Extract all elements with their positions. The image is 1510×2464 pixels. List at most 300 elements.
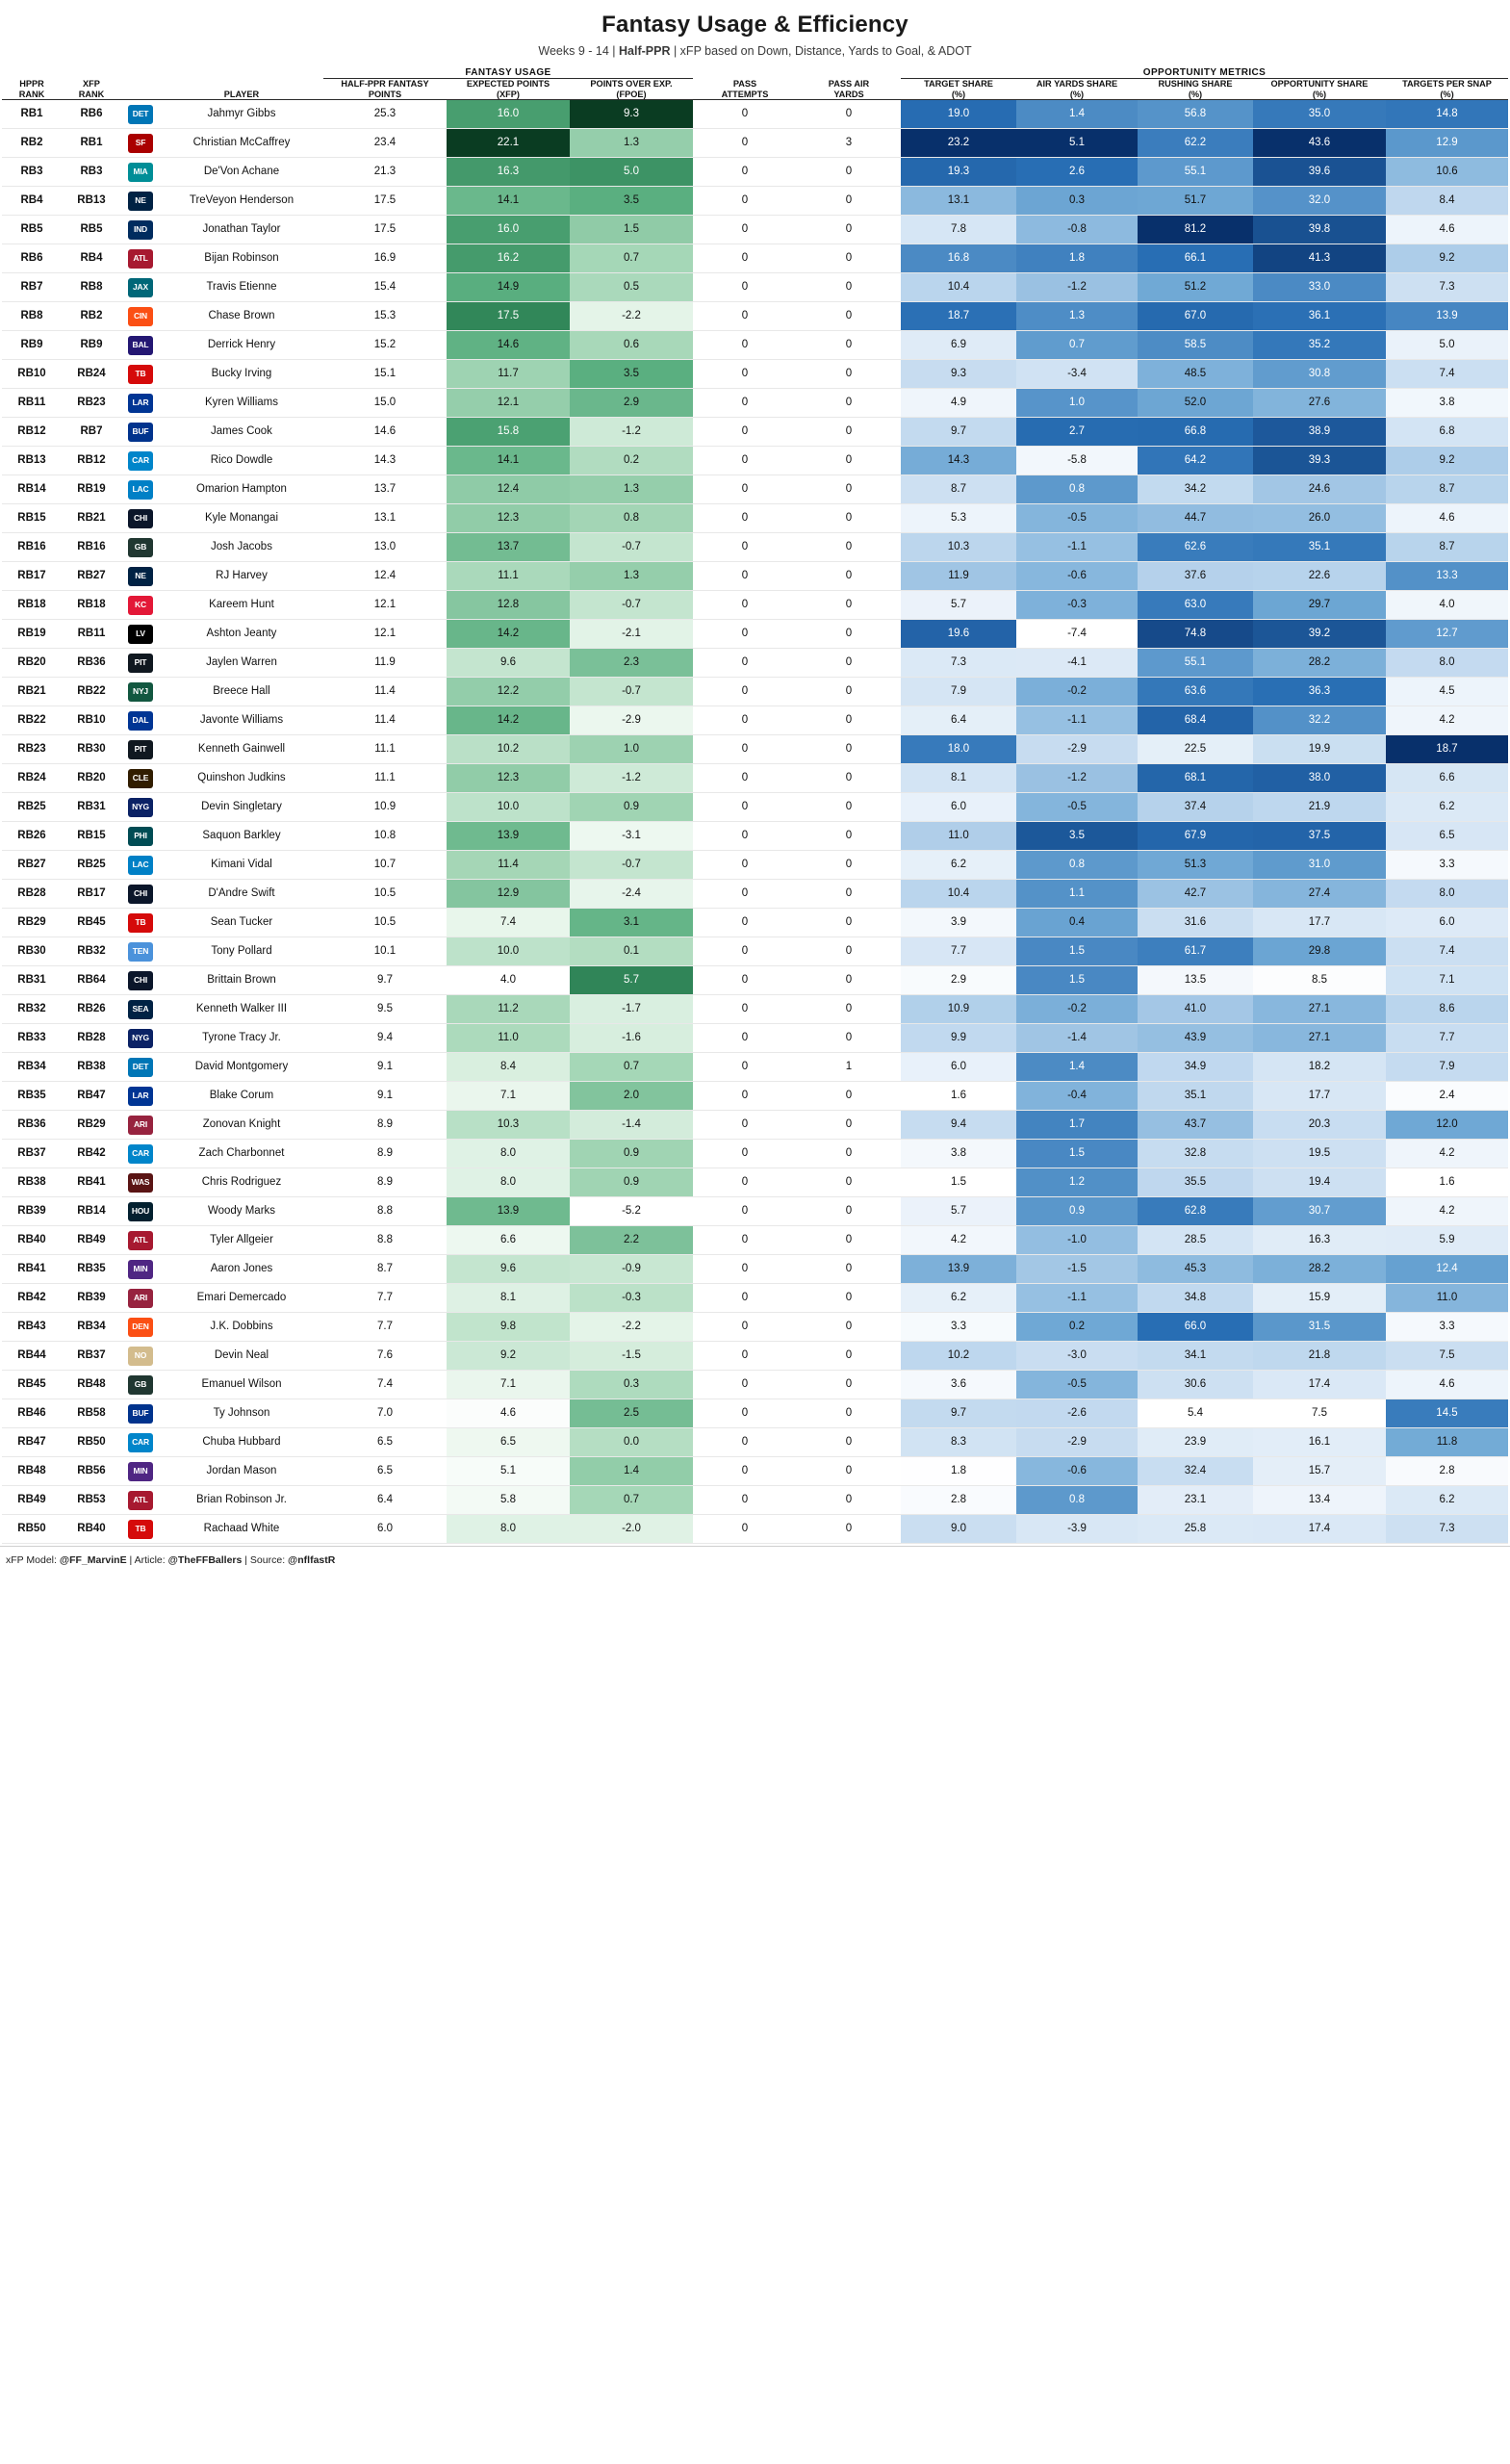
cell-player-name: Bijan Robinson	[160, 244, 323, 273]
cell-air-yards-share: 1.4	[1016, 1053, 1138, 1082]
cell-pass-attempts: 0	[693, 1053, 797, 1082]
cell-half-ppr-points: 11.1	[323, 735, 447, 764]
cell-xfp-rank: RB28	[62, 1024, 121, 1053]
table-row	[2, 1197, 1508, 1226]
cell-player-name: Kimani Vidal	[160, 851, 323, 880]
cell-pass-air-yards: 0	[797, 793, 901, 822]
cell-rushing-share: 66.8	[1138, 418, 1253, 447]
group-blank-2	[693, 67, 901, 79]
cell-air-yards-share: 1.4	[1016, 100, 1138, 129]
cell-xfp-rank: RB35	[62, 1255, 121, 1284]
cell-fpoe: -0.7	[570, 591, 693, 620]
cell-air-yards-share: -1.1	[1016, 533, 1138, 562]
cell-target-share: 19.6	[901, 620, 1016, 649]
cell-half-ppr-points: 21.3	[323, 158, 447, 187]
team-logo-icon: ATL	[121, 244, 160, 273]
cell-player-name: TreVeyon Henderson	[160, 187, 323, 216]
cell-air-yards-share: 0.2	[1016, 1313, 1138, 1342]
footer-source-handle: @nflfastR	[288, 1554, 336, 1567]
cell-target-share: 7.3	[901, 649, 1016, 678]
cell-hppr-rank: RB43	[2, 1313, 62, 1342]
cell-half-ppr-points: 10.9	[323, 793, 447, 822]
cell-opportunity-share: 39.2	[1253, 620, 1386, 649]
cell-opportunity-share: 37.5	[1253, 822, 1386, 851]
cell-targets-per-snap: 5.9	[1386, 1226, 1508, 1255]
cell-opportunity-share: 36.1	[1253, 302, 1386, 331]
cell-half-ppr-points: 8.9	[323, 1111, 447, 1140]
cell-half-ppr-points: 10.5	[323, 880, 447, 909]
cell-pass-air-yards: 0	[797, 273, 901, 302]
cell-opportunity-share: 16.3	[1253, 1226, 1386, 1255]
team-logo-icon: KC	[121, 591, 160, 620]
cell-fpoe: -2.2	[570, 302, 693, 331]
cell-air-yards-share: 3.5	[1016, 822, 1138, 851]
cell-player-name: Jonathan Taylor	[160, 216, 323, 244]
cell-pass-attempts: 0	[693, 216, 797, 244]
cell-targets-per-snap: 12.4	[1386, 1255, 1508, 1284]
cell-targets-per-snap: 7.5	[1386, 1342, 1508, 1371]
cell-player-name: David Montgomery	[160, 1053, 323, 1082]
cell-rushing-share: 34.9	[1138, 1053, 1253, 1082]
cell-pass-attempts: 0	[693, 1399, 797, 1428]
cell-fpoe: 2.5	[570, 1399, 693, 1428]
cell-fpoe: 0.7	[570, 244, 693, 273]
cell-pass-air-yards: 0	[797, 909, 901, 937]
cell-fpoe: 3.5	[570, 360, 693, 389]
cell-pass-air-yards: 3	[797, 129, 901, 158]
cell-xfp-rank: RB3	[62, 158, 121, 187]
table-row	[2, 851, 1508, 880]
team-logo-icon: CHI	[121, 504, 160, 533]
cell-pass-attempts: 0	[693, 533, 797, 562]
team-logo-icon: IND	[121, 216, 160, 244]
cell-xfp: 12.8	[447, 591, 570, 620]
cell-half-ppr-points: 10.7	[323, 851, 447, 880]
cell-hppr-rank: RB33	[2, 1024, 62, 1053]
cell-player-name: Kareem Hunt	[160, 591, 323, 620]
cell-pass-air-yards: 0	[797, 620, 901, 649]
cell-rushing-share: 34.1	[1138, 1342, 1253, 1371]
cell-pass-attempts: 0	[693, 995, 797, 1024]
subtitle-part-2: | xFP based on Down, Distance, Yards to Goal, & ADOT	[670, 44, 972, 58]
cell-opportunity-share: 8.5	[1253, 966, 1386, 995]
cell-rushing-share: 55.1	[1138, 158, 1253, 187]
cell-fpoe: -0.7	[570, 678, 693, 706]
cell-target-share: 6.9	[901, 331, 1016, 360]
cell-targets-per-snap: 4.5	[1386, 678, 1508, 706]
cell-fpoe: 0.9	[570, 793, 693, 822]
cell-opportunity-share: 27.1	[1253, 995, 1386, 1024]
cell-opportunity-share: 20.3	[1253, 1111, 1386, 1140]
cell-air-yards-share: 0.4	[1016, 909, 1138, 937]
cell-targets-per-snap: 3.3	[1386, 851, 1508, 880]
cell-xfp: 4.6	[447, 1399, 570, 1428]
cell-hppr-rank: RB19	[2, 620, 62, 649]
table-row	[2, 880, 1508, 909]
cell-targets-per-snap: 8.0	[1386, 880, 1508, 909]
cell-pass-air-yards: 0	[797, 504, 901, 533]
cell-half-ppr-points: 9.7	[323, 966, 447, 995]
cell-targets-per-snap: 9.2	[1386, 244, 1508, 273]
cell-player-name: Jordan Mason	[160, 1457, 323, 1486]
cell-fpoe: 0.9	[570, 1140, 693, 1168]
cell-targets-per-snap: 6.5	[1386, 822, 1508, 851]
cell-xfp-rank: RB64	[62, 966, 121, 995]
cell-fpoe: 1.3	[570, 562, 693, 591]
cell-xfp: 16.0	[447, 100, 570, 129]
cell-hppr-rank: RB1	[2, 100, 62, 129]
cell-pass-attempts: 0	[693, 1226, 797, 1255]
cell-pass-attempts: 0	[693, 851, 797, 880]
cell-targets-per-snap: 8.4	[1386, 187, 1508, 216]
cell-fpoe: 0.3	[570, 1371, 693, 1399]
cell-fpoe: -2.0	[570, 1515, 693, 1544]
cell-opportunity-share: 29.7	[1253, 591, 1386, 620]
cell-half-ppr-points: 11.4	[323, 706, 447, 735]
team-logo-icon: CLE	[121, 764, 160, 793]
cell-hppr-rank: RB23	[2, 735, 62, 764]
cell-xfp-rank: RB23	[62, 389, 121, 418]
cell-rushing-share: 23.9	[1138, 1428, 1253, 1457]
cell-half-ppr-points: 10.8	[323, 822, 447, 851]
cell-pass-attempts: 0	[693, 1024, 797, 1053]
cell-targets-per-snap: 7.3	[1386, 1515, 1508, 1544]
cell-targets-per-snap: 12.9	[1386, 129, 1508, 158]
cell-xfp-rank: RB19	[62, 475, 121, 504]
cell-target-share: 3.3	[901, 1313, 1016, 1342]
cell-air-yards-share: 1.7	[1016, 1111, 1138, 1140]
cell-fpoe: 1.0	[570, 735, 693, 764]
cell-target-share: 9.3	[901, 360, 1016, 389]
cell-air-yards-share: -0.2	[1016, 678, 1138, 706]
table-row	[2, 995, 1508, 1024]
cell-pass-air-yards: 0	[797, 591, 901, 620]
cell-fpoe: 5.0	[570, 158, 693, 187]
cell-xfp: 7.4	[447, 909, 570, 937]
cell-xfp: 8.4	[447, 1053, 570, 1082]
team-logo-icon: TB	[121, 1515, 160, 1544]
col-rushing-share: RUSHING SHARE (%)	[1138, 79, 1253, 100]
cell-pass-air-yards: 0	[797, 158, 901, 187]
team-logo-icon: JAX	[121, 273, 160, 302]
cell-hppr-rank: RB41	[2, 1255, 62, 1284]
cell-xfp-rank: RB40	[62, 1515, 121, 1544]
cell-target-share: 11.0	[901, 822, 1016, 851]
cell-opportunity-share: 17.4	[1253, 1371, 1386, 1399]
cell-xfp-rank: RB53	[62, 1486, 121, 1515]
cell-half-ppr-points: 9.5	[323, 995, 447, 1024]
cell-xfp-rank: RB50	[62, 1428, 121, 1457]
cell-opportunity-share: 24.6	[1253, 475, 1386, 504]
team-logo-icon: LAR	[121, 389, 160, 418]
cell-hppr-rank: RB16	[2, 533, 62, 562]
cell-half-ppr-points: 15.2	[323, 331, 447, 360]
table-row	[2, 447, 1508, 475]
cell-player-name: Chuba Hubbard	[160, 1428, 323, 1457]
cell-xfp: 9.2	[447, 1342, 570, 1371]
cell-rushing-share: 32.4	[1138, 1457, 1253, 1486]
cell-fpoe: 1.5	[570, 216, 693, 244]
cell-rushing-share: 52.0	[1138, 389, 1253, 418]
cell-target-share: 9.4	[901, 1111, 1016, 1140]
cell-fpoe: 0.7	[570, 1053, 693, 1082]
subtitle-scoring: Half-PPR	[619, 44, 671, 58]
team-logo-icon: TEN	[121, 937, 160, 966]
table-row	[2, 1053, 1508, 1082]
cell-xfp: 12.2	[447, 678, 570, 706]
table-row	[2, 678, 1508, 706]
cell-rushing-share: 31.6	[1138, 909, 1253, 937]
cell-rushing-share: 43.9	[1138, 1024, 1253, 1053]
cell-half-ppr-points: 8.9	[323, 1168, 447, 1197]
cell-half-ppr-points: 7.7	[323, 1284, 447, 1313]
cell-opportunity-share: 21.9	[1253, 793, 1386, 822]
cell-pass-air-yards: 0	[797, 735, 901, 764]
cell-player-name: D'Andre Swift	[160, 880, 323, 909]
cell-pass-air-yards: 0	[797, 1140, 901, 1168]
cell-pass-air-yards: 0	[797, 1082, 901, 1111]
cell-opportunity-share: 35.1	[1253, 533, 1386, 562]
cell-opportunity-share: 17.7	[1253, 909, 1386, 937]
cell-fpoe: 2.3	[570, 649, 693, 678]
cell-fpoe: -2.9	[570, 706, 693, 735]
cell-hppr-rank: RB38	[2, 1168, 62, 1197]
cell-player-name: Aaron Jones	[160, 1255, 323, 1284]
cell-rushing-share: 25.8	[1138, 1515, 1253, 1544]
cell-target-share: 3.8	[901, 1140, 1016, 1168]
cell-target-share: 10.4	[901, 273, 1016, 302]
cell-pass-air-yards: 0	[797, 418, 901, 447]
cell-rushing-share: 68.1	[1138, 764, 1253, 793]
cell-xfp: 16.3	[447, 158, 570, 187]
cell-targets-per-snap: 4.0	[1386, 591, 1508, 620]
cell-opportunity-share: 17.4	[1253, 1515, 1386, 1544]
cell-xfp: 8.0	[447, 1515, 570, 1544]
cell-targets-per-snap: 4.6	[1386, 1371, 1508, 1399]
cell-hppr-rank: RB36	[2, 1111, 62, 1140]
cell-half-ppr-points: 23.4	[323, 129, 447, 158]
cell-pass-air-yards: 0	[797, 1111, 901, 1140]
cell-targets-per-snap: 10.6	[1386, 158, 1508, 187]
cell-player-name: Quinshon Judkins	[160, 764, 323, 793]
table-row	[2, 1226, 1508, 1255]
cell-player-name: Blake Corum	[160, 1082, 323, 1111]
cell-xfp-rank: RB38	[62, 1053, 121, 1082]
table-row	[2, 331, 1508, 360]
footer-credits	[0, 1546, 1510, 1574]
cell-targets-per-snap: 2.8	[1386, 1457, 1508, 1486]
cell-fpoe: 0.2	[570, 447, 693, 475]
cell-target-share: 3.6	[901, 1371, 1016, 1399]
group-header-row	[2, 67, 1508, 79]
cell-half-ppr-points: 7.4	[323, 1371, 447, 1399]
cell-xfp: 11.7	[447, 360, 570, 389]
table-row	[2, 1255, 1508, 1284]
cell-air-yards-share: -1.2	[1016, 764, 1138, 793]
cell-opportunity-share: 13.4	[1253, 1486, 1386, 1515]
cell-player-name: Zonovan Knight	[160, 1111, 323, 1140]
cell-target-share: 2.8	[901, 1486, 1016, 1515]
cell-rushing-share: 30.6	[1138, 1371, 1253, 1399]
cell-xfp-rank: RB11	[62, 620, 121, 649]
team-logo-icon: SF	[121, 129, 160, 158]
cell-hppr-rank: RB44	[2, 1342, 62, 1371]
cell-rushing-share: 34.8	[1138, 1284, 1253, 1313]
cell-pass-attempts: 0	[693, 1111, 797, 1140]
cell-air-yards-share: 0.8	[1016, 851, 1138, 880]
cell-target-share: 1.6	[901, 1082, 1016, 1111]
cell-targets-per-snap: 7.7	[1386, 1024, 1508, 1053]
cell-air-yards-share: 1.8	[1016, 244, 1138, 273]
cell-air-yards-share: -0.2	[1016, 995, 1138, 1024]
cell-player-name: Zach Charbonnet	[160, 1140, 323, 1168]
cell-fpoe: -0.7	[570, 533, 693, 562]
cell-targets-per-snap: 9.2	[1386, 447, 1508, 475]
cell-player-name: Breece Hall	[160, 678, 323, 706]
cell-pass-attempts: 0	[693, 620, 797, 649]
cell-hppr-rank: RB5	[2, 216, 62, 244]
cell-hppr-rank: RB46	[2, 1399, 62, 1428]
cell-opportunity-share: 39.3	[1253, 447, 1386, 475]
cell-player-name: Ashton Jeanty	[160, 620, 323, 649]
team-logo-icon: CAR	[121, 1428, 160, 1457]
cell-opportunity-share: 32.2	[1253, 706, 1386, 735]
cell-air-yards-share: -1.4	[1016, 1024, 1138, 1053]
group-opportunity-metrics: OPPORTUNITY METRICS	[901, 67, 1508, 79]
cell-opportunity-share: 27.6	[1253, 389, 1386, 418]
cell-pass-attempts: 0	[693, 1082, 797, 1111]
cell-fpoe: -1.4	[570, 1111, 693, 1140]
cell-fpoe: -3.1	[570, 822, 693, 851]
table-row	[2, 100, 1508, 129]
cell-pass-attempts: 0	[693, 1140, 797, 1168]
cell-xfp-rank: RB18	[62, 591, 121, 620]
cell-player-name: Omarion Hampton	[160, 475, 323, 504]
table-row	[2, 793, 1508, 822]
cell-half-ppr-points: 9.1	[323, 1082, 447, 1111]
cell-rushing-share: 43.7	[1138, 1111, 1253, 1140]
cell-targets-per-snap: 18.7	[1386, 735, 1508, 764]
cell-pass-air-yards: 0	[797, 1284, 901, 1313]
cell-xfp-rank: RB58	[62, 1399, 121, 1428]
cell-xfp: 12.3	[447, 764, 570, 793]
cell-air-yards-share: -3.0	[1016, 1342, 1138, 1371]
cell-air-yards-share: 2.7	[1016, 418, 1138, 447]
cell-half-ppr-points: 6.5	[323, 1457, 447, 1486]
cell-targets-per-snap: 11.0	[1386, 1284, 1508, 1313]
cell-air-yards-share: 5.1	[1016, 129, 1138, 158]
cell-rushing-share: 45.3	[1138, 1255, 1253, 1284]
cell-pass-air-yards: 0	[797, 1197, 901, 1226]
cell-targets-per-snap: 11.8	[1386, 1428, 1508, 1457]
cell-rushing-share: 63.0	[1138, 591, 1253, 620]
cell-hppr-rank: RB37	[2, 1140, 62, 1168]
table-row	[2, 1168, 1508, 1197]
cell-opportunity-share: 28.2	[1253, 649, 1386, 678]
table-row	[2, 591, 1508, 620]
cell-player-name: De'Von Achane	[160, 158, 323, 187]
cell-pass-air-yards: 0	[797, 562, 901, 591]
cell-air-yards-share: 1.5	[1016, 1140, 1138, 1168]
table-row	[2, 1371, 1508, 1399]
cell-fpoe: -2.1	[570, 620, 693, 649]
team-logo-icon: NYJ	[121, 678, 160, 706]
cell-rushing-share: 64.2	[1138, 447, 1253, 475]
cell-player-name: Emanuel Wilson	[160, 1371, 323, 1399]
cell-player-name: Javonte Williams	[160, 706, 323, 735]
cell-opportunity-share: 31.0	[1253, 851, 1386, 880]
cell-hppr-rank: RB34	[2, 1053, 62, 1082]
cell-player-name: Brian Robinson Jr.	[160, 1486, 323, 1515]
table-row	[2, 158, 1508, 187]
cell-half-ppr-points: 8.8	[323, 1226, 447, 1255]
cell-opportunity-share: 35.2	[1253, 331, 1386, 360]
cell-air-yards-share: -2.9	[1016, 735, 1138, 764]
cell-air-yards-share: -0.8	[1016, 216, 1138, 244]
cell-pass-attempts: 0	[693, 302, 797, 331]
cell-hppr-rank: RB28	[2, 880, 62, 909]
cell-half-ppr-points: 8.8	[323, 1197, 447, 1226]
cell-opportunity-share: 19.9	[1253, 735, 1386, 764]
cell-xfp: 7.1	[447, 1371, 570, 1399]
col-half-ppr-points: HALF-PPR FANTASY POINTS	[323, 79, 447, 100]
cell-pass-air-yards: 0	[797, 100, 901, 129]
table-row	[2, 1111, 1508, 1140]
table-row	[2, 216, 1508, 244]
team-logo-icon: LAC	[121, 475, 160, 504]
cell-rushing-share: 61.7	[1138, 937, 1253, 966]
cell-targets-per-snap: 7.3	[1386, 273, 1508, 302]
cell-targets-per-snap: 6.8	[1386, 418, 1508, 447]
table-row	[2, 244, 1508, 273]
cell-pass-attempts: 0	[693, 1457, 797, 1486]
cell-rushing-share: 41.0	[1138, 995, 1253, 1024]
cell-hppr-rank: RB18	[2, 591, 62, 620]
cell-air-yards-share: -4.1	[1016, 649, 1138, 678]
cell-hppr-rank: RB20	[2, 649, 62, 678]
cell-half-ppr-points: 14.6	[323, 418, 447, 447]
cell-xfp: 14.2	[447, 620, 570, 649]
cell-pass-attempts: 0	[693, 764, 797, 793]
cell-hppr-rank: RB2	[2, 129, 62, 158]
cell-targets-per-snap: 7.9	[1386, 1053, 1508, 1082]
table-row	[2, 764, 1508, 793]
cell-fpoe: -1.7	[570, 995, 693, 1024]
cell-targets-per-snap: 3.3	[1386, 1313, 1508, 1342]
team-logo-icon: BAL	[121, 331, 160, 360]
cell-half-ppr-points: 15.1	[323, 360, 447, 389]
cell-pass-attempts: 0	[693, 1486, 797, 1515]
cell-xfp: 11.1	[447, 562, 570, 591]
cell-pass-air-yards: 0	[797, 331, 901, 360]
cell-pass-attempts: 0	[693, 1428, 797, 1457]
cell-hppr-rank: RB21	[2, 678, 62, 706]
cell-air-yards-share: 0.8	[1016, 475, 1138, 504]
cell-xfp-rank: RB9	[62, 331, 121, 360]
cell-half-ppr-points: 7.7	[323, 1313, 447, 1342]
cell-rushing-share: 5.4	[1138, 1399, 1253, 1428]
cell-target-share: 10.3	[901, 533, 1016, 562]
cell-target-share: 1.5	[901, 1168, 1016, 1197]
cell-half-ppr-points: 13.7	[323, 475, 447, 504]
cell-fpoe: -5.2	[570, 1197, 693, 1226]
cell-targets-per-snap: 7.1	[1386, 966, 1508, 995]
cell-targets-per-snap: 13.3	[1386, 562, 1508, 591]
cell-pass-air-yards: 1	[797, 1053, 901, 1082]
cell-player-name: Emari Demercado	[160, 1284, 323, 1313]
cell-air-yards-share: -1.5	[1016, 1255, 1138, 1284]
cell-target-share: 23.2	[901, 129, 1016, 158]
